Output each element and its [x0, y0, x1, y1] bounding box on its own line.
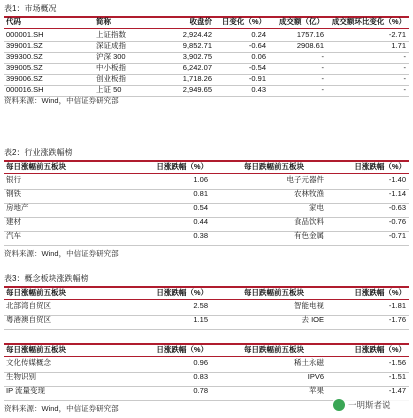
cell-turnover-chg: -: [403, 74, 406, 83]
row-divider: [4, 329, 409, 330]
cell-change: 0.24: [251, 30, 266, 39]
cell-bottom-sector: IPV6: [307, 372, 324, 381]
t1-h-turnover-chg: 成交额环比变化（%）: [331, 17, 406, 26]
cell-top-sector: 生物识别: [6, 372, 36, 381]
cell-top-sector: 建材: [6, 217, 21, 226]
cell-code: 000001.SH: [6, 30, 44, 39]
cell-bottom-chg: -1.56: [388, 358, 406, 367]
cell-top-chg: 0.81: [193, 189, 208, 198]
wechat-icon: [333, 399, 345, 411]
cell-top-chg: 0.38: [193, 231, 208, 240]
cell-code: 399006.SZ: [6, 74, 43, 83]
table-row: [4, 372, 409, 383]
cell-change: 0.43: [251, 85, 266, 94]
cell-turnover-chg: -: [403, 85, 406, 94]
cell-turnover: 1757.16: [296, 30, 324, 39]
cell-turnover-chg: -: [403, 52, 406, 61]
cell-top-sector: 钢铁: [6, 189, 21, 198]
watermark: [333, 396, 411, 414]
t1-h-name: 简称: [96, 17, 111, 26]
table-row: [4, 231, 409, 242]
table-row: [4, 175, 409, 186]
table3-header-2: [4, 345, 409, 356]
cell-top-chg: 1.15: [193, 315, 208, 324]
cell-bottom-sector: 有色金属: [294, 231, 324, 240]
table-row: [4, 203, 409, 214]
cell-top-chg: 0.78: [193, 386, 208, 395]
t3-h2-bottom5: 每日跌幅前五板块: [244, 345, 304, 354]
t1-h-turnover: 成交额（亿）: [279, 17, 324, 26]
cell-bottom-sector: 智能电视: [294, 301, 324, 310]
table3-source: 资料来源：Wind，中信证券研究部: [4, 404, 119, 413]
cell-top-chg: 2.58: [193, 301, 208, 310]
cell-bottom-chg: -0.63: [388, 203, 406, 212]
t3-h2-bottom5-chg: 日涨跌幅（%）: [354, 345, 406, 354]
cell-bottom-chg: -1.76: [388, 315, 406, 324]
table-row: [4, 217, 409, 228]
cell-bottom-chg: -1.81: [388, 301, 406, 310]
cell-bottom-chg: -1.51: [388, 372, 406, 381]
row-divider: [4, 245, 409, 246]
cell-bottom-sector: 电子元器件: [286, 175, 324, 184]
cell-top-sector: 房地产: [6, 203, 29, 212]
cell-code: 399005.SZ: [6, 63, 43, 72]
t1-h-change: 日变化（%）: [221, 17, 266, 26]
cell-change: -0.64: [248, 41, 266, 50]
cell-name: 中小板指: [96, 63, 126, 72]
cell-top-sector: 银行: [6, 175, 21, 184]
table2-caption: 表2：行业涨跌幅榜: [4, 148, 73, 157]
cell-bottom-sector: 家电: [309, 203, 324, 212]
cell-code: 399300.SZ: [6, 52, 43, 61]
table-row: [4, 74, 409, 85]
cell-bottom-sector: 稀土永磁: [294, 358, 324, 367]
table-row: [4, 30, 409, 41]
cell-top-sector: 北部湾自贸区: [6, 301, 51, 310]
cell-name: 上证指数: [96, 30, 126, 39]
table2-header-rule: [4, 173, 409, 174]
cell-turnover: -: [321, 74, 324, 83]
table-row: [4, 386, 409, 397]
cell-top-chg: 0.54: [193, 203, 208, 212]
cell-turnover: -: [321, 85, 324, 94]
cell-close: 9,852.71: [182, 41, 212, 50]
table-row: [4, 52, 409, 63]
cell-turnover: -: [321, 52, 324, 61]
cell-bottom-sector: 苹果: [309, 386, 324, 395]
cell-turnover: -: [321, 63, 324, 72]
t3-h2-top5-chg: 日涨跌幅（%）: [156, 345, 208, 354]
cell-top-sector: 文化传媒概念: [6, 358, 51, 367]
cell-name: 深证成指: [96, 41, 126, 50]
cell-bottom-sector: 食品饮料: [294, 217, 324, 226]
cell-close: 1,718.26: [182, 74, 212, 83]
table3-caption: 表3：概念板块涨跌幅榜: [4, 274, 89, 283]
t1-h-close: 收盘价: [189, 17, 212, 26]
table2-header: [4, 162, 409, 173]
cell-bottom-chg: -0.76: [388, 217, 406, 226]
cell-top-sector: 汽车: [6, 231, 21, 240]
table-row: [4, 315, 409, 326]
table1-caption: 表1：市场概况: [4, 4, 57, 13]
cell-top-chg: 0.83: [193, 372, 208, 381]
table-row: [4, 41, 409, 52]
t2-h-top5: 每日涨幅前五板块: [6, 162, 66, 171]
cell-code: 399001.SZ: [6, 41, 43, 50]
t3-h2-top5: 每日涨幅前五板块: [6, 345, 66, 354]
cell-code: 000016.SH: [6, 85, 44, 94]
t1-h-code: 代码: [6, 17, 21, 26]
cell-name: 沪深 300: [96, 52, 126, 61]
table-row: [4, 189, 409, 200]
cell-close: 3,902.75: [182, 52, 212, 61]
cell-change: -0.54: [248, 63, 266, 72]
table1-header: [4, 17, 409, 28]
cell-bottom-sector: 去 IOE: [301, 315, 324, 324]
cell-turnover: 2908.61: [296, 41, 324, 50]
cell-turnover-chg: -: [403, 63, 406, 72]
cell-change: -0.91: [248, 74, 266, 83]
table-row: [4, 301, 409, 312]
table-row: [4, 63, 409, 74]
table3-header-rule-2: [4, 356, 409, 357]
cell-name: 上证 50: [96, 85, 122, 94]
t3-h-bottom5: 每日跌幅前五板块: [244, 288, 304, 297]
table2-source: 资料来源：Wind，中信证券研究部: [4, 249, 119, 258]
cell-bottom-chg: -1.14: [388, 189, 406, 198]
cell-close: 2,924.42: [182, 30, 212, 39]
cell-bottom-chg: -0.71: [388, 231, 406, 240]
cell-close: 2,949.65: [182, 85, 212, 94]
cell-top-sector: IP 流量变现: [6, 386, 46, 395]
cell-bottom-sector: 农林牧渔: [294, 189, 324, 198]
cell-turnover-chg: -2.71: [388, 30, 406, 39]
table3-header-rule: [4, 299, 409, 300]
cell-name: 创业板指: [96, 74, 126, 83]
table1-source: 资料来源：Wind，中信证券研究部: [4, 96, 119, 105]
cell-top-chg: 0.96: [193, 358, 208, 367]
t2-h-bottom5: 每日跌幅前五板块: [244, 162, 304, 171]
table-row: [4, 358, 409, 369]
table-row: [4, 85, 409, 96]
cell-close: 6,242.07: [182, 63, 212, 72]
cell-change: 0.06: [251, 52, 266, 61]
table1-header-rule: [4, 28, 409, 29]
t3-h-top5-chg: 日涨跌幅（%）: [156, 288, 208, 297]
cell-turnover-chg: 1.71: [391, 41, 406, 50]
cell-bottom-chg: -1.40: [388, 175, 406, 184]
t3-h-bottom5-chg: 日涨跌幅（%）: [354, 288, 406, 297]
cell-top-chg: 0.44: [193, 217, 208, 226]
cell-bottom-chg: -1.47: [388, 386, 406, 395]
t2-h-top5-chg: 日涨跌幅（%）: [156, 162, 208, 171]
t3-h-top5: 每日涨幅前五板块: [6, 288, 66, 297]
cell-top-sector: 粤港澳自贸区: [6, 315, 51, 324]
t2-h-bottom5-chg: 日涨跌幅（%）: [354, 162, 406, 171]
watermark-text: 一明斯者说: [348, 400, 391, 410]
cell-top-chg: 1.06: [193, 175, 208, 184]
table3-header: [4, 288, 409, 299]
